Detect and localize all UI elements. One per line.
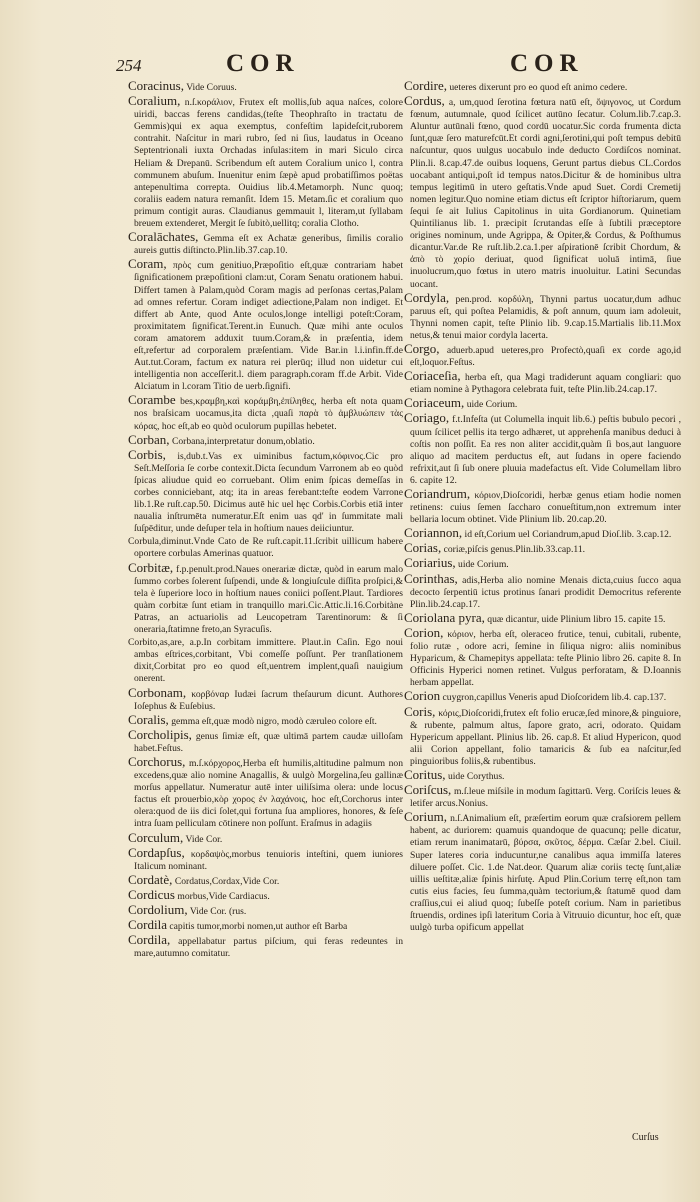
entry-text: κόριον,Dioſcoridi, herbæ genus etiam hodie nomen retinens: cuius ſemen ſaccharo conueſtitum,non extremum inter bellaria locum obtinet. Vide Plinium lib. 20.cap.20. [410, 490, 681, 526]
entry-headword: Coriolana pyra, [404, 609, 485, 625]
entry-text: κόρις,Dioſcoridi,frutex eſt folio erucæ,ſed minore,& pinguiore, & rubente, palmum altus, ſapore grato, acri, odorato. Quidam Hypericum appellant. Plinius lib. 26. cap.8. Et aliud Hypericon, quod alii Corion appellant, folio tamaricis & ſub ea naſcitur,ſed pinguioribus foliis,& rubentibus. [410, 707, 682, 767]
entry-headword: Corchorus, [128, 753, 186, 769]
entry-text: uide Corythus. [447, 770, 505, 782]
entry-headword: Corinthas, [404, 570, 458, 586]
entry-text: f.p.penult.prod.Naues onerariæ dictæ, quòd in earum malo ſummo corbes ſolerent ſuſpendi, unde & longiuſcule diſſita proſpici,& tela è ſuperiore loco in hoſtium naues coniici poſſent.Plaut. Tardiores quàm corbitæ ſunt etiam in tranquillo mari.Cic.Attic.li.16.Corbitàne Patras, an actuariolis ad Leucopetram Tarentinorum: & ſi oneraria,ſtatimne freto,an Syracuſis. [134, 563, 403, 636]
entry-headword: Coriarius, [404, 555, 456, 571]
entry-headword: Corban, [128, 431, 170, 447]
entry-headword: Corcholipis, [128, 726, 192, 742]
entry-text: κόριον, herba eſt, oleraceo frutice, tenui, cubitali, rubente, folio rutæ , odore acri, ſemine in ſiliqua nigro: aliis nominibus Hyparicum, & Chamepitys appellata: teſte Plinio libro 26. capite 8. In Officinis Hyperici nomen retinet. Vulgus perforatam, & D.Ioannis herbam appellat. [410, 628, 681, 689]
dictionary-entry [404, 95, 681, 291]
dictionary-entry [128, 919, 403, 933]
entry-text: Corbana,interpretatur donum,oblatio. [171, 435, 315, 447]
entry-headword: Cordire, [404, 78, 447, 93]
entry-text: Cordatus,Cordax,Vide Cor. [174, 875, 280, 887]
entry-headword: Corculum, [128, 829, 184, 845]
dictionary-entry [404, 557, 681, 571]
dictionary-entry [404, 570, 682, 611]
entry-text: uide Corium. [458, 559, 509, 571]
entry-text: pen.prod. κορδύλη, Thynni partus uocatur,dum adhuc paruus eſt, qui poſtea Pelamidis, & poſt annum, quum iam adoleuit, Thynni nomen capit, teſte Plinio lib. 9.cap.15.Martialis lib.11.Mox netus,& tenui maior cordyla lacerta. [410, 293, 681, 341]
dictionary-entry [128, 934, 403, 960]
entry-text: Corbito,as,are, a.p.In corbitam immittere. Plaut.in Caſin. Ego noui ambas eſtrices,corbitant, Vbi comeſſe poſſunt. Per tranſlationem dixit,Corbitat pro eo quod eſt,uentrem implent,quaſi nauigium onerent. [128, 637, 403, 685]
dictionary-entry [128, 886, 403, 903]
dictionary-entry [128, 844, 404, 873]
catchword: Curſus [632, 1132, 659, 1143]
dictionary-entry [404, 624, 681, 689]
entry-text: herba eſt, qua Magi tradiderunt aquam congliari: quo etiam nomine à Pythagora celebrata fuit, teſte Plin.lib.24.cap.17. [410, 372, 681, 396]
dictionary-entry [128, 446, 403, 536]
entry-text: ueteres dixerunt pro eo quod eſt animo cedere. [449, 82, 628, 93]
entry-text: id eſt,Corium uel Coriandrum,apud Dioſ.lib. 3.cap.12. [464, 529, 672, 541]
entry-text: πρὸς cum genitiuo,Præpoſitio eſt,quæ contrariam habet ſignificationem præpoſitioni clam:ut, Coram Senatu orationem habui. Differt tamen à Palam,quòd Coram magis ad perſonas certas,Palam ad omnes refertur. Coram indiget adiectione,Palam non indiget. Et differt ab Ante, quod Ante oculos,longe intelligi poteſt:Coram, proximitatem ſignificat.Terent.in Eunuch. Quæ mihi ante oculos coram amatorem adduxit tuum.Coram,& in præſentia, idem eſt,refertur ad corporalem præſentiam. Vide Bar.in l.i.infin.ff.de Aut.tut.Coram, factum ex natura rei plerūq; illud non uidetur cui intelligentia non acceſſerit.l. diem paragraph.coram ff.de Arbit. Vide Alciatum in l.coram Titio de uerb.ſignifi. [134, 260, 403, 393]
entry-headword: Cordila, [128, 932, 171, 948]
running-head-right: COR [510, 50, 584, 77]
entry-text: Gemma eſt ex Achatæ generibus, ſimilis coralio aureis guttis diſtincto.Plin.lib.37.cap.10. [134, 233, 403, 257]
dictionary-entry [128, 684, 403, 713]
entry-headword: Corbis, [128, 446, 166, 462]
entry-headword: Corambe [128, 392, 176, 408]
right-column [404, 80, 681, 935]
dictionary-entry [128, 559, 403, 637]
dictionary-entry [404, 370, 681, 396]
entry-text: is,dub.t.Vas ex uiminibus factum,κόφινος.Cic pro Seſt.Meſſoria ſe corbe contexit.Dicta ſecundum Varronem ab eo quòd ſpicas aliudue quid eo corruebant. Olim enim ſpicas demeſſas in corbes conniciebant, atq; ita in areas ferebant:teſte eodem Varrone lib.1.Re ruſt.cap.50. Dicimus autē hic uel hęc Corbis.Corbis etiā inter naualia inſtrumēta numeratur.Eſt enim uas qd' in ſummitate mali ſuſpēditur, unde deſuper tela in hoſtium naues deiiciuntur. [134, 450, 403, 535]
entry-headword: Corbonam, [128, 684, 187, 700]
entry-text: bes,κραμβη,καὶ κοράμβη,ἐπίληθες, herba eſt nota quam nos braſsicam uocamus,ita dicta ,quaſi παρὰ τὸ ἀμβλυώπειν τὰς κόρας, hoc eſt,ab eo quòd oculorum pupillas hebetet. [134, 396, 403, 432]
entry-headword: Cordus, [404, 93, 445, 109]
entry-headword: Coram, [128, 256, 167, 272]
entry-text: cuygron,capillus Veneris apud Dioſcoridem lib.4. cap.137. [442, 692, 667, 704]
entry-text: gemma eſt,quæ modò nigro, modò cæruleo colore eſt. [171, 715, 377, 727]
entry-headword: Corgo, [404, 340, 440, 356]
entry-text: capitis tumor,morbi nomen,ut author eſt Barba [169, 921, 348, 933]
entry-headword: Corion, [404, 624, 444, 640]
entry-headword: Corion [404, 688, 441, 704]
dictionary-entry [404, 488, 681, 526]
dictionary-entry [404, 527, 681, 541]
dictionary-entry [128, 904, 403, 918]
dictionary-entry [128, 231, 403, 257]
entry-text: m.ſ.κόρχορος,Herba eſt humilis,altitudine palmum non excedens,quæ alio nomine Anagallis, & uulgò Morgelina,ſeu gallinæ morſus appellatur. Numeratur autē inter uiliſsima olera: unde locus factus eſt prouerbio,κὸρ χορος ἐν λαχάνοις, hoc eſt,Corchorus inter olera:quod de iis dici ſolet,qui fortuna ſua ampliores, honores, & ſeſe intra ſuam pelliculam cōtinere non poſſunt. Eraſmus in adagiis [134, 757, 403, 830]
dictionary-entry [404, 289, 681, 342]
entry-text: uide Corium. [466, 399, 518, 411]
dictionary-entry [404, 811, 681, 934]
entry-headword: Cordila [128, 917, 167, 933]
dictionary-entry [128, 394, 403, 432]
dictionary-entry [128, 536, 403, 560]
entry-text: aduerb.apud ueteres,pro Profectò,quaſi ex corde ago,id eſt,loquor.Feſtus. [410, 344, 681, 369]
entry-headword: Cordyla, [404, 289, 450, 305]
dictionary-entry [404, 340, 681, 369]
entry-text: Vide Coruus. [186, 82, 237, 93]
entry-text: adis,Herba alio nomine Menais dicta,cuius ſucco aqua decocto ſerpentiū ictus protinus ſanari prodidit Democritus referente Plin.lib.24.cap.17. [410, 574, 682, 610]
dictionary-entry [404, 412, 681, 487]
entry-headword: Corbitæ, [128, 559, 174, 575]
left-column [128, 80, 403, 961]
dictionary-entry [404, 703, 682, 768]
entry-headword: Cordolium, [128, 902, 188, 917]
dictionary-entry [128, 871, 403, 888]
entry-headword: Coralis, [128, 711, 169, 727]
dictionary-entry [404, 784, 681, 810]
entry-headword: Coriaceſia, [404, 368, 461, 384]
dictionary-entry [128, 80, 403, 94]
entry-headword: Coralium, [128, 93, 181, 109]
entry-headword: Coris, [404, 703, 436, 719]
entry-headword: Cordicus [128, 886, 175, 902]
entry-text: morbus,Vide Cardiacus. [177, 890, 270, 902]
entry-text: f.t.Infeſta (ut Columella inquit lib.6.) peſtis bubulo pecori , quum ſcilicet pellis ita tergo adhæret, ut apprehenſa manibus deduci à coſtis non poſſit. Ea res non aliter accidit,quàm ſi bos,aut languore aliquo ad macitem perductus eſt, aut ſudans in opere faciendo refrixit,aut ſi ſub onere pluuia madefactus eſt. Vide Columellam libro 6. capite 12. [410, 414, 681, 486]
dictionary-entry [128, 431, 403, 448]
entry-text: coriæ,piſcis genus.Plin.lib.33.cap.11. [443, 544, 586, 556]
entry-headword: Cordatè, [128, 871, 173, 887]
dictionary-entry [404, 609, 681, 626]
dictionary-entry [128, 829, 403, 846]
dictionary-entry [128, 711, 403, 728]
entry-text: a, um,quod ſerotina fœtura natū eſt, ὄψιγονος, ut Cordum fœnum, autumnale, quod ſcilicet autūno ſecatur. Colum.lib.7.cap.3. Aluntur autūnali fœno, quod cordū uocatur.Sic corda frumenta dicta ſunt,quæ ſero maturefcūt.Et cordi agni,ſerotini,qui poſt tempus debitū naſcuntur, quos uulgus uocabulo inde deducto Cordiſcos nominat. Plin.li. 8.cap.47.de ouibus loquens, Gerunt partus diebus CL.Cordos uocabant antiqui,poſt id tempus natos.Dicitur & de hominibus ultra tempus legitimū in utero geſtatis.Vnde apud Suet. Cordi Cremetij nomen legitur.Quo nomine etiam dictus eſt ſcriptor hiſtoriarum, quem ſequi ſe ait Iulius Capitolinus in uita Gordianorum. Quinetiam Quintilianus lib. 1. præcipit ſcrutandas eſſe à ſubtili præceptore origines nominum, unde Agrippa, & Opiter,& Cordus, & Poſthumus dicantur.Var.de Re ruſt.lib.2.ca.1.per aſpirationē ſcribit Chordum, & ἀπὸ τὸ χορίο deriuat, quod ſignificat uoluā intimā, ſiue inuolucrum,quo fœtus in utero matris inuoluitur. Latini Secundas uocant. [410, 97, 681, 290]
entry-headword: Coriago, [404, 410, 450, 426]
dictionary-entry [404, 542, 681, 556]
dictionary-entry [404, 80, 681, 94]
entry-headword: Coriſcus, [404, 782, 452, 798]
entry-text: Corbula,diminut.Vnde Cato de Re ruſt.capit.11.ſcribit uillicum habere oportere corbulas Amerinas quatuor. [128, 536, 403, 560]
entry-text: Vide Cor. [185, 833, 223, 845]
dictionary-entry [128, 753, 403, 831]
entry-headword: Cordapſus, [128, 844, 185, 860]
entry-text: n.ſ.κοράλιον, Frutex eſt mollis,ſub aqua naſces, colore uiridi, baccas ferens candidas,(teſte Theophraſto in tractatu de Gemmis)qui ex aqua exemptus, confeſtim lapideſcit,ruborem contrahit. Naſcitur in mari rubro, ſed ni ſius, laudatus in Oceano Septentrionali iuxta Orchadas inſulas:item in mari Siculo circa Heliam & Drepanū. Scribendum eſt autem Coralium unico l, contra communem abuſum. Inuenitur enim ſæpè apud probatiſſimos poëtas antepenultima correpta. Ouidius lib.4.Metamorph. Nunc quoq; coraliis eadem natura remanſit. Idem 15. Metam.ſic et coralium quo primum contigit auras. Claudianus gemmauit l, literam,ut ſyllabam breuem extenderet, Mergit ſe ſubitò,uellitq; coralia Clotho. [134, 97, 404, 230]
entry-headword: Coriandrum, [404, 486, 471, 501]
dictionary-entry [404, 690, 681, 704]
entry-text: m.ſ.leue miſsile in modum ſagittarū. Verg. Coriſcis leues & letifer arcus.Nonius. [410, 786, 681, 810]
running-head-left: COR [226, 50, 300, 77]
entry-headword: Coracinus, [128, 78, 184, 93]
dictionary-entry [128, 95, 403, 230]
dictionary-entry [128, 258, 403, 393]
entry-headword: Corium, [404, 809, 447, 825]
dictionary-entry [404, 766, 681, 783]
dictionary-entry [128, 726, 403, 755]
entry-headword: Coritus, [404, 766, 446, 782]
entry-text: κορδαψὸς,morbus tenuioris inteſtini, quem iuniores Italicum nominant. [134, 848, 404, 872]
entry-headword: Corias, [404, 540, 442, 556]
entry-text: κορβόναρ Iudæi ſacrum theſaurum dicunt. Authores Ioſephus & Euſebius. [134, 688, 403, 712]
entry-text: n.ſ.Animalium eſt, præſertim eorum quæ craſsiorem pellem habent, ac duriorem: quamuis quandoque de quacunq; pelle dicatur, etiam rerum inanimatarū, βύρσα, σκῦτος, δέρμα. Cæſar 2.bel. Ciuil. Super lateres coria inducuntur,ne canalibus aqua immiſſa lateres diluere poſſet. Cic. 1.de Nat.deor. Quarum aliæ coriis tectę ſunt,aliæ uillis ueſtitæ,aliæ ſpinis hirſutę. Apud Plin.Corium terrę eſt,non tam cutis eius facies, ſeu ſumma,quàm tectorium,& ſtatumē quod dam craſſius,cui ei aliud quoq; ſubeſſe poteſt corium. Nam in parietibus ſtruendis, ordines ipſi lateritum Coria à Vitruuio dicuntur, hoc eſt, quæ uulgò turba opificum appellat [410, 813, 681, 934]
page-number: 254 [116, 56, 142, 75]
entry-text: genus ſimiæ eſt, quæ ultimā partem caudæ uilloſam habet.Feſtus. [134, 730, 403, 754]
entry-text: Vide Cor. (rus. [189, 906, 247, 917]
entry-headword: Coralāchates, [128, 229, 199, 245]
page-header [0, 50, 700, 84]
dictionary-entry [128, 637, 403, 685]
entry-text: quæ dicantur, uide Plinium libro 15. capite 15. [487, 613, 666, 625]
entry-text: appellabatur partus piſcium, qui feras redeuntes in mare,autumno comitatur. [134, 936, 404, 960]
dictionary-entry [404, 397, 681, 411]
entry-headword: Coriannon, [404, 525, 463, 541]
entry-headword: Coriaceum, [404, 395, 465, 411]
